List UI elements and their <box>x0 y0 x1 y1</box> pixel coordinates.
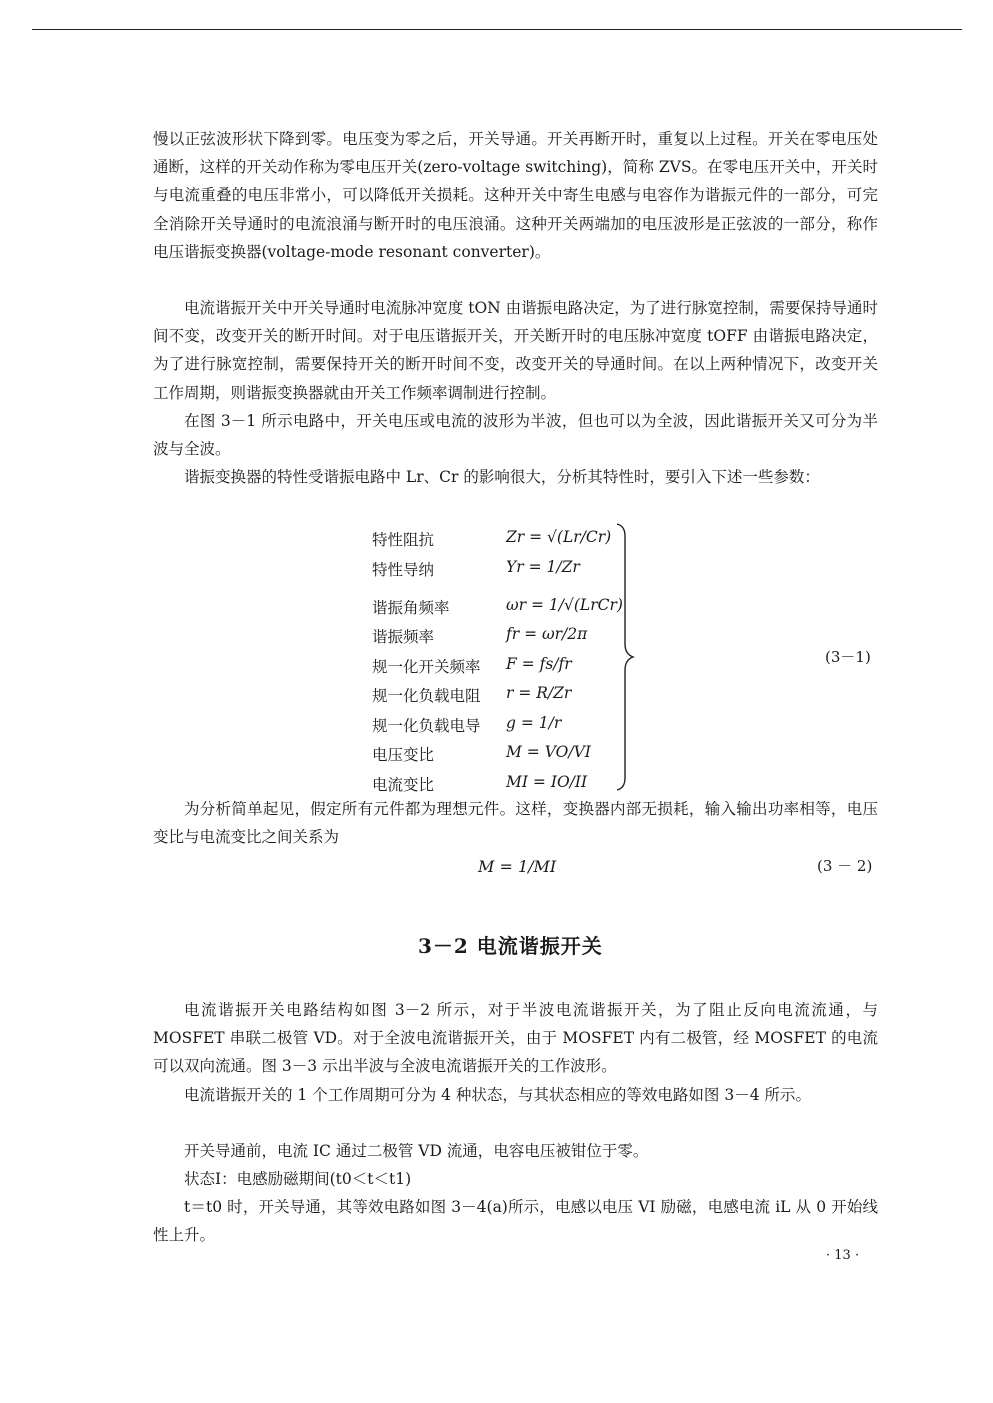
definition-name: 谐振频率 <box>372 628 435 646</box>
definition-formula: ωr = 1/√(LrCr) <box>506 595 623 614</box>
definition-row <box>372 528 632 558</box>
definition-name: 特性导纳 <box>372 560 435 579</box>
definition-row <box>372 714 632 744</box>
definition-name: 电压变比 <box>372 746 435 764</box>
right-brace <box>615 522 635 792</box>
definition-name: 电流变比 <box>372 775 435 794</box>
equation-3-2: M = 1/MI <box>478 857 557 876</box>
definition-formula: g = 1/r <box>506 713 562 732</box>
definition-row <box>372 655 632 685</box>
top-rule <box>32 29 962 30</box>
equation-number-3-2: (3 － 2) <box>817 857 873 875</box>
paragraph-zvs: 慢以正弦波形状下降到零。电压变为零之后，开关导通。开关再断开时，重复以上过程。开关在零电压处通断，这样的开关动作称为零电压开关(zero-voltage switching)，简称 ZVS。在零电压开关中，开关时与电流重叠的电压非常小，可以降低开关损耗。这种开关中寄生电感与电容作为谐振元件的一部分，可完全消除开关导通时的电流浪涌与断开时的电压浪涌。这种开关两端加的电压波形是正弦波的一部分，称作电压谐振变换器(voltage-mode resonant converter)。 <box>153 130 878 261</box>
paragraph-circuit-structure: 电流谐振开关电路结构如图 3－2 所示，对于半波电流谐振开关，为了阻止反向电流流通，与 MOSFET 串联二极管 VD。对于全波电流谐振开关，由于 MOSFET 内有二极管，经 MOSFET 的电流可以双向流通。图 3－3 示出半波与全波电流谐振开关的工作波形。 <box>153 1001 878 1076</box>
definition-name: 规一化负载电导 <box>372 716 481 735</box>
definition-formula: F = fs/fr <box>506 654 572 673</box>
equation-number-3-1: (3－1) <box>825 648 871 666</box>
definition-name: 谐振角频率 <box>372 598 450 617</box>
definition-formula: M = VO/VI <box>506 743 591 761</box>
paragraph-pulse-width: 电流谐振开关中开关导通时电流脉冲宽度 tON 由谐振电路决定，为了进行脉宽控制，需要保持导通时间不变，改变开关的断开时间。对于电压谐振开关，开关断开时的电压脉冲宽度 tOFF 由谐振电路决定，为了进行脉宽控制，需要保持开关的断开时间不变，改变开关的导通时间。在以上两种情况下，改变开关工作周期，则谐振变换器就由开关工作频率调制进行控制。 <box>153 299 878 402</box>
page-number: · 13 · <box>826 1248 860 1263</box>
definition-formula: fr = ωr/2π <box>506 625 588 643</box>
parameter-definitions <box>372 528 632 802</box>
paragraph-state-1-body: t＝t0 时，开关导通，其等效电路如图 3－4(a)所示，电感以电压 VI 励磁，电感电流 iL 从 0 开始线性上升。 <box>153 1198 878 1245</box>
definition-name: 特性阻抗 <box>372 531 435 549</box>
definition-name: 规一化开关频率 <box>372 657 481 676</box>
paragraph-parameters-intro: 谐振变换器的特性受谐振电路中 Lr、Cr 的影响很大，分析其特性时，要引入下述一些参数： <box>184 468 820 486</box>
definition-row <box>372 743 632 773</box>
paragraph-half-full-wave: 在图 3－1 所示电路中，开关电压或电流的波形为半波，但也可以为全波，因此谐振开关又可分为半波与全波。 <box>153 412 878 459</box>
definition-formula: MI = IO/II <box>506 772 588 791</box>
definition-row <box>372 596 632 626</box>
paragraph-equal-power: 为分析简单起见，假定所有元件都为理想元件。这样，变换器内部无损耗，输入输出功率相等，电压变比与电流变比之间关系为 <box>153 800 878 847</box>
section-heading: 3－2 电流谐振开关 <box>418 934 603 958</box>
definition-row <box>372 625 632 655</box>
definition-formula: r = R/Zr <box>506 684 572 702</box>
definition-row <box>372 684 632 714</box>
paragraph-state-1-title: 状态Ⅰ：电感励磁期间(t0＜t＜t1) <box>184 1170 412 1188</box>
definition-formula: Zr = √(Lr/Cr) <box>506 528 612 546</box>
definition-formula: Yr = 1/Zr <box>506 557 580 576</box>
paragraph-four-states: 电流谐振开关的 1 个工作周期可分为 4 种状态，与其状态相应的等效电路如图 3－4 所示。 <box>184 1086 812 1104</box>
definition-name: 规一化负载电阻 <box>372 687 481 705</box>
definition-row <box>372 558 632 596</box>
paragraph-before-conduction: 开关导通前，电流 IC 通过二极管 VD 流通，电容电压被钳位于零。 <box>184 1142 649 1160</box>
